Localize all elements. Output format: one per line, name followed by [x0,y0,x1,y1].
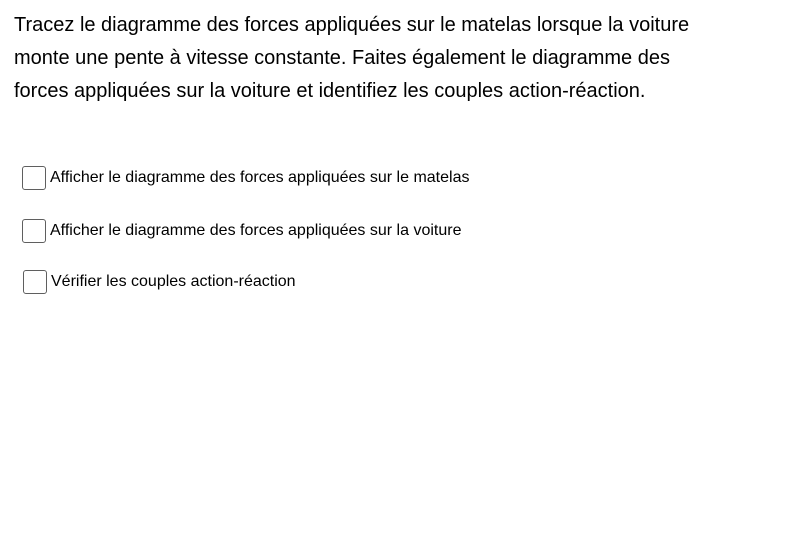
checkbox-label-verifier: Vérifier les couples action-réaction [51,273,296,290]
checkbox-label-voiture: Afficher le diagramme des forces appliquées sur la voiture [50,222,462,239]
checkbox-label-matelas: Afficher le diagramme des forces appliquées sur le matelas [50,169,470,186]
instructions-text: Tracez le diagramme des forces appliquées sur le matelas lorsque la voiture monte une pente à vitesse constante. Faites également le diagramme des forces appliquées sur la voiture et identifiez les couples action-réaction. [14,14,690,102]
checkbox-row-voiture[interactable] [22,217,461,245]
checkbox-show-voiture-diagram[interactable] [22,219,46,243]
checkbox-verify-action-reaction[interactable] [23,270,47,294]
checkbox-show-matelas-diagram[interactable] [22,166,46,190]
checkbox-row-matelas[interactable] [22,164,469,192]
checkbox-row-verifier[interactable] [23,268,296,296]
